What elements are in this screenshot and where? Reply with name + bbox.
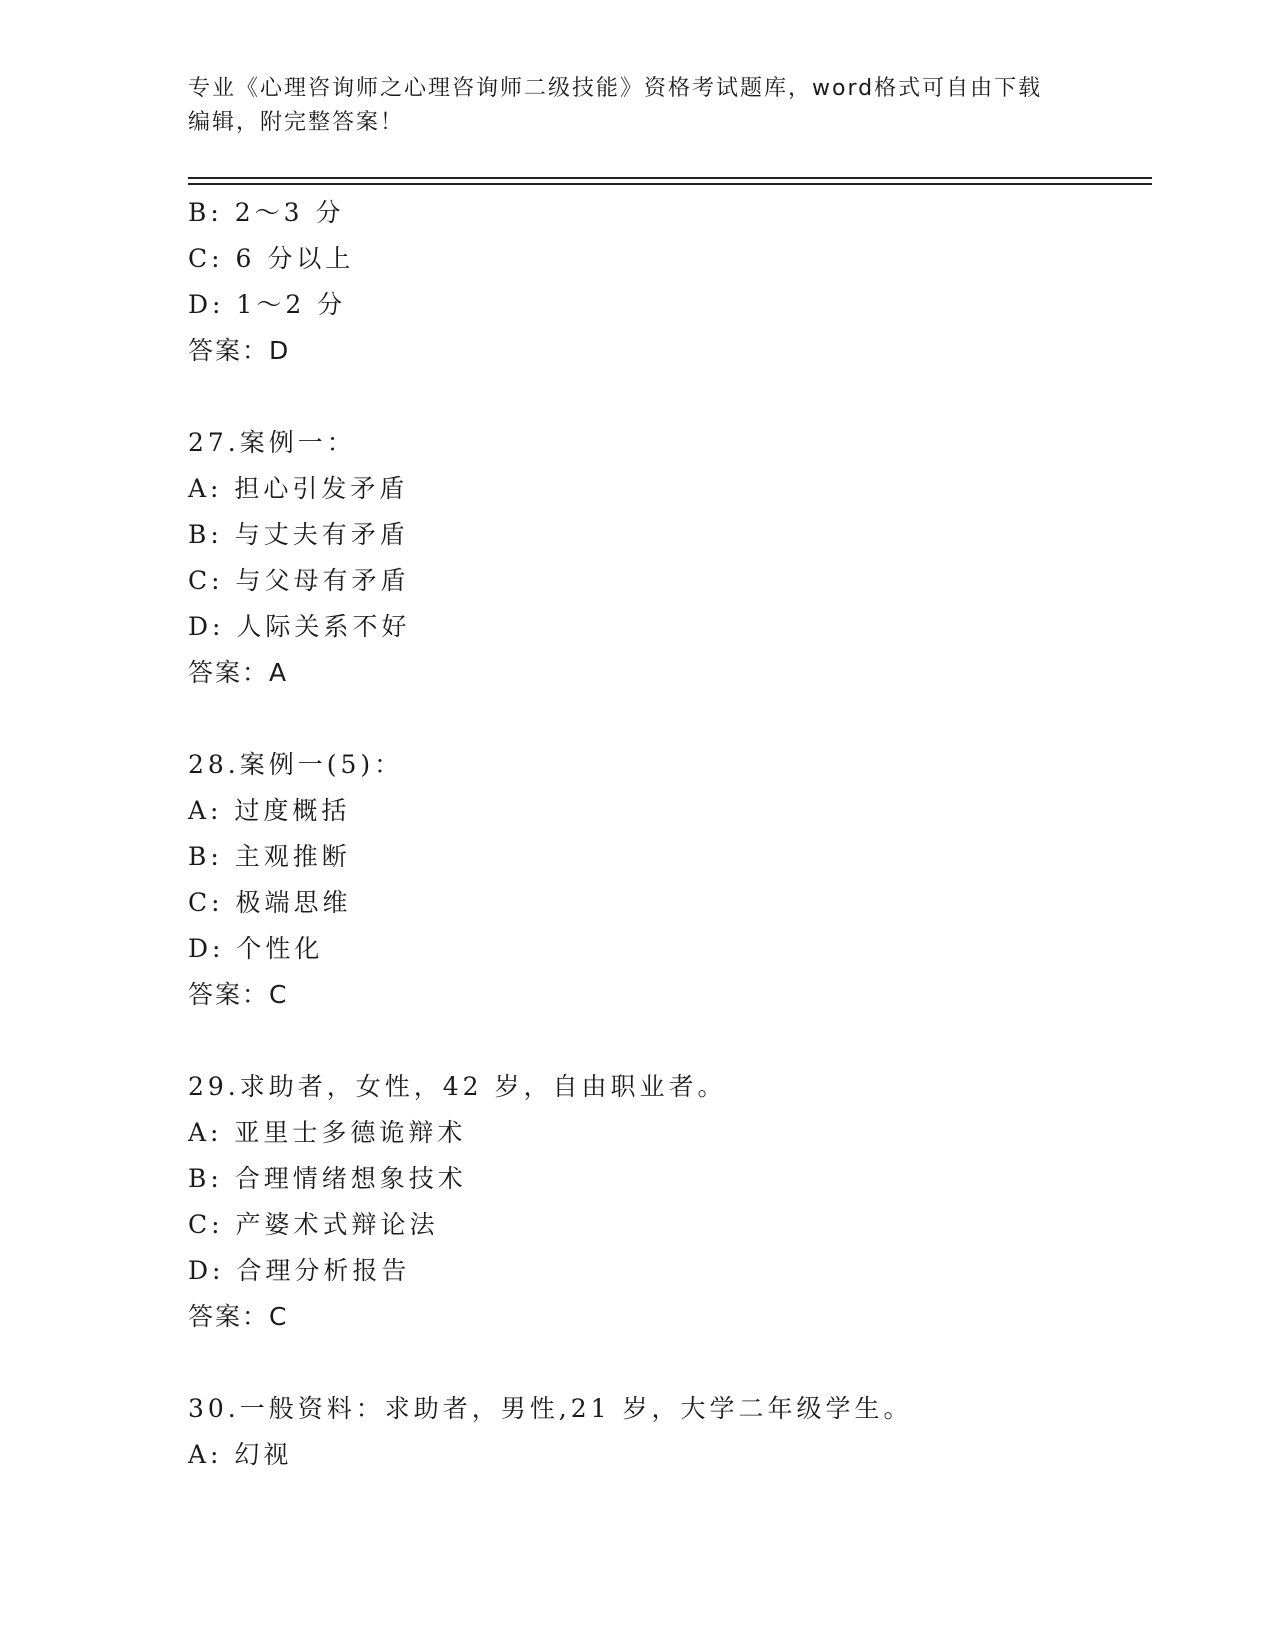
- question-stem: 29.求助者，女性，42 岁，自由职业者。: [188, 1072, 727, 1101]
- question-continuation: [188, 190, 1148, 374]
- header-line-2: 编辑，附完整答案！: [188, 110, 405, 135]
- option-c: C: 6 分以上: [188, 244, 355, 273]
- spacer: [188, 1340, 1148, 1386]
- option-c: C: 与父母有矛盾: [188, 566, 410, 595]
- question-stem: 28.案例一(5)：: [188, 750, 404, 779]
- document-header: [188, 72, 1088, 140]
- option-b: B: 主观推断: [188, 842, 351, 871]
- option-c: C: 产婆术式辩论法: [188, 1210, 439, 1239]
- header-divider-top: [188, 177, 1152, 179]
- question-30: [188, 1386, 1148, 1478]
- spacer: [188, 374, 1148, 420]
- option-b: B: 合理情绪想象技术: [188, 1164, 467, 1193]
- question-stem: 30.一般资料：求助者，男性,21 岁，大学二年级学生。: [188, 1394, 913, 1423]
- header-line-1: 专业《心理咨询师之心理咨询师二级技能》资格考试题库，word格式可自由下载: [188, 76, 1043, 101]
- spacer: [188, 696, 1148, 742]
- question-27: [188, 420, 1148, 696]
- option-a: A: 亚里士多德诡辩术: [188, 1118, 467, 1147]
- option-a: A: 担心引发矛盾: [188, 474, 409, 503]
- answer-line: 答案：C: [188, 1302, 289, 1331]
- spacer: [188, 1018, 1148, 1064]
- option-a: A: 过度概括: [188, 796, 351, 825]
- option-d: D: 人际关系不好: [188, 612, 411, 641]
- question-stem: 27.案例一：: [188, 428, 356, 457]
- option-a: A: 幻视: [188, 1440, 293, 1469]
- option-b: B: 与丈夫有矛盾: [188, 520, 409, 549]
- option-b: B: 2～3 分: [188, 198, 345, 227]
- question-list: [188, 190, 1148, 1478]
- option-d: D: 个性化: [188, 934, 324, 963]
- question-29: [188, 1064, 1148, 1340]
- answer-line: 答案：A: [188, 658, 289, 687]
- answer-line: 答案：C: [188, 980, 289, 1009]
- option-d: D: 合理分析报告: [188, 1256, 411, 1285]
- option-d: D: 1～2 分: [188, 290, 347, 319]
- option-c: C: 极端思维: [188, 888, 352, 917]
- answer-line: 答案：D: [188, 336, 291, 365]
- question-28: [188, 742, 1148, 1018]
- header-divider-bottom: [188, 183, 1152, 185]
